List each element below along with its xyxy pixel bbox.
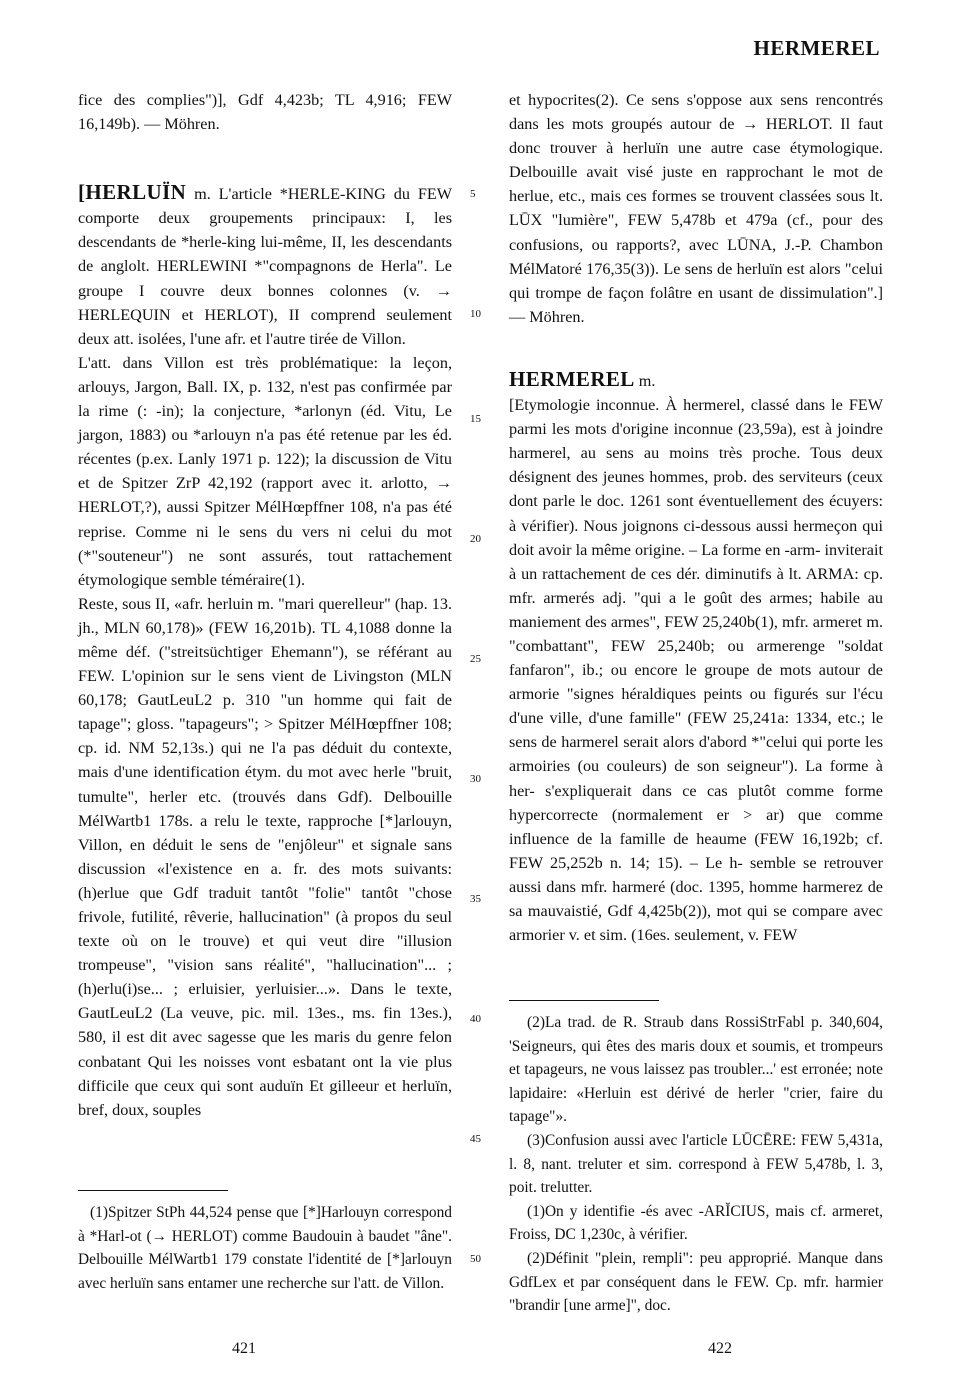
line-number: 15 [470, 413, 481, 425]
entry-headword: [HERLUÏN [78, 180, 187, 205]
footnote: (1)On y identifie -és avec -ARĬCIUS, mais cf. armeret, Froiss, DC 1,230c, à vérifier. [509, 1202, 883, 1244]
line-number: 45 [470, 1133, 481, 1145]
paragraph: L'att. dans Villon est très problématique: la leçon, arlouys, Jargon, Ball. IX, p. 132, n'est pas confirmée par la rime (: -in); la conjecture, *arlonyn (éd. Vitu, Le jargon, 1883) ou *arlouyn n'a pas été retenue par les éd. récentes (p.ex. Lanly 1971 p. 122); la discussion de Vitu et de Spitzer ZrP 42,192 (rapport avec it. arlotto, → HERLOT,?), aussi Spitzer MélHœpffner 108, n'a pas été reprise. Comme ni le sens du vers ni celui du mot (*"souteneur") ne sont assurés, tout rattachement étymologique semble téméraire(1). [78, 353, 452, 589]
paragraph: Reste, sous II, «afr. herluin m. "mari querelleur" (hap. 13. jh., MLN 60,178)» (FEW 16,201b). TL 4,1088 donne la même déf. ("streitsüchtiger Ehemann"), se référant au FEW. L'opinion sur le sens vient de Livingston (MLN 60,178; GautLeuL2 p. 310 "un homme qui fait de tapage"; gloss. "tapageurs"; > Spitzer MélHœpffner 108; cp. id. NM 52,13s.) qui ne l'a pas déduit du contexte, mais d'une identification étym. du mot avec herle "bruit, tumulte", herler etc. (trouvés dans Gdf). Delbouille MélWartb1 178s. a relu le texte, rapproche [*]arlouyn, Villon, en déduit le sens de "enjôleur" et signale sans discussion «l'existence en a. fr. des mots suivants: (h)erlue que Gdf traduit tantôt "folie" tantôt "chose frivole, futilité, rêverie, hallucination" (à propos du seul texte où on le trouve) et qui veut dire "illusion trompeuse", "vision sans réalité", "hallucination"... ; (h)erlu(i)se... ; erluisier, yerluisier...». Dans le texte, GautLeuL2 (La veuve, pic. mil. 13es., ms. fin 13es.), 580, il est dit avec sagesse que les maris du genre felon conbatant Qui les noisses vont esbatant ont la vie plus difficile que ceux qui sont auduïn Et gilleeur et herluïn, bref, doux, souples [78, 594, 452, 1119]
part-of-speech: m. [638, 371, 656, 390]
page-number-right: 422 [708, 1340, 732, 1357]
left-column [78, 88, 452, 1122]
line-number: 30 [470, 773, 481, 785]
paragraph: et hypocrites(2). Ce sens s'oppose aux sens rencontrés dans les mots groupés autour de → HERLOT. Il faut donc trouver à herluïn une autre case étymologique. Delbouille avait visé juste en rapprochant le mot de herlue, etc., mais ces formes se trouvent classées sous lt. LŪX "lumière", FEW 5,478b et 479a (cf., pour des confusions, ou rapports?, avec LŪNA, J.-P. Chambon MélMatoré 176,35(3)). Le sens de herluïn est alors "celui qui trompe de façon folâtre en usant de dissimulation".] — Möhren. [509, 91, 883, 326]
footnote-rule [78, 1190, 228, 1191]
line-number: 5 [470, 188, 476, 200]
footnote: (2)Définit "plein, rempli": peu approprié. Manque dans GdfLex et par conséquent dans le FEW. Cp. mfr. harmier "brandir [une arme]", doc. [509, 1249, 883, 1315]
part-of-speech: m. [194, 185, 211, 204]
paragraph: [Etymologie inconnue. À hermerel, classé dans le FEW parmi les mots d'origine inconnue (23,59a), est à joindre harmerel, au sens au moins très proche. Tous deux désignent des jeunes hommes, prob. des serviteurs (ceux dont parle le doc. 1261 sont éventuellement des écuyers: à vérifier). Nous joignons ci-dessous aussi hermeçon qui doit avoir la même origine. – La forme en -arm- inviterait à un rattachement de ces dér. diminutifs à lt. ARMA: cp. mfr. armerés adj. "qui a le goût des armes; habile au maniement des armes", FEW 25,240b(1), mfr. armeret m. "combattant", FEW 25,240b; ou armerenge "soldat fanfaron", ib.; ou encore le groupe de mots autour de armorie "signes héraldiques peints ou figurés sur l'écu d'une ville, d'une famille" (FEW 25,241a: 1334, etc.; le sens de harmerel serait alors d'abord *"celui qui porte les armoiries (ou couleurs) de son seigneur"). La forme à her- s'expliquerait dans ce cas plutôt comme forme hypercorrecte (normalement er > ar) que comme influence de la famille de heaume (FEW 16,192b; cf. FEW 25,252b n. 14; 15). – Le h- semble se retrouver aussi dans mfr. harmeré (doc. 1395, homme harmerez de sa mauvaistié, Gdf 4,425b(2)), mot qui se compare avec armorier v. et sim. (16es. seulement, v. FEW [509, 396, 883, 945]
line-number: 10 [470, 308, 481, 320]
entry-herluin [78, 180, 452, 351]
line-number: 40 [470, 1013, 481, 1025]
line-number: 20 [470, 533, 481, 545]
right-column [509, 88, 883, 947]
footnotes-right [509, 1000, 883, 1318]
footnote: (3)Confusion aussi avec l'article LŪCĒRE: FEW 5,431a, l. 8, nant. treluter et sim. correspond à FEW 5,478b, l. 3, poit. trelutter. [509, 1131, 883, 1197]
footnote: (1)Spitzer StPh 44,524 pense que [*]Harlouyn correspond à *Harl-ot (→ HERLOT) comme Baudouin à baudet "âne". Delbouille MélWartb1 179 constate l'identité de [*]arlouyn avec herluïn sans entamer une recherche sur l'att. de Villon. [78, 1204, 452, 1292]
footnote: (2)La trad. de R. Straub dans RossiStrFabl p. 340,604, 'Seigneurs, qui êtes des maris doux et soumis, et trompeurs et tapageurs, ne vous laissez pas troubler...' est erronée; note lapidaire: «Herluin est dérivé de herler "crier, faire du tapage"». [509, 1014, 883, 1126]
footnote-rule [509, 1000, 659, 1001]
entry-headword: HERMEREL [509, 366, 635, 391]
footnotes-left [78, 1190, 452, 1295]
entry-hermerel-heading [509, 367, 883, 393]
line-number: 35 [470, 893, 481, 905]
paragraph: fice des complies")], Gdf 4,423b; TL 4,916; FEW 16,149b). — Möhren. [78, 91, 452, 134]
page-number-left: 421 [232, 1340, 256, 1357]
line-number: 25 [470, 653, 481, 665]
paragraph: L'article *HERLE-KING du FEW comporte deux groupements principaux: I, les descendants de *herle-king lui-même, II, les descendants de anglolt. HERLEWINI *"compagnons de Herla". Le groupe I couvre deux bonnes colonnes (v. → HERLEQUIN et HERLOT), II comprend seulement deux att. isolées, l'une afr. et l'autre tirée de Villon. [78, 185, 452, 348]
line-number: 50 [470, 1253, 481, 1265]
running-head: HERMEREL [753, 36, 880, 60]
